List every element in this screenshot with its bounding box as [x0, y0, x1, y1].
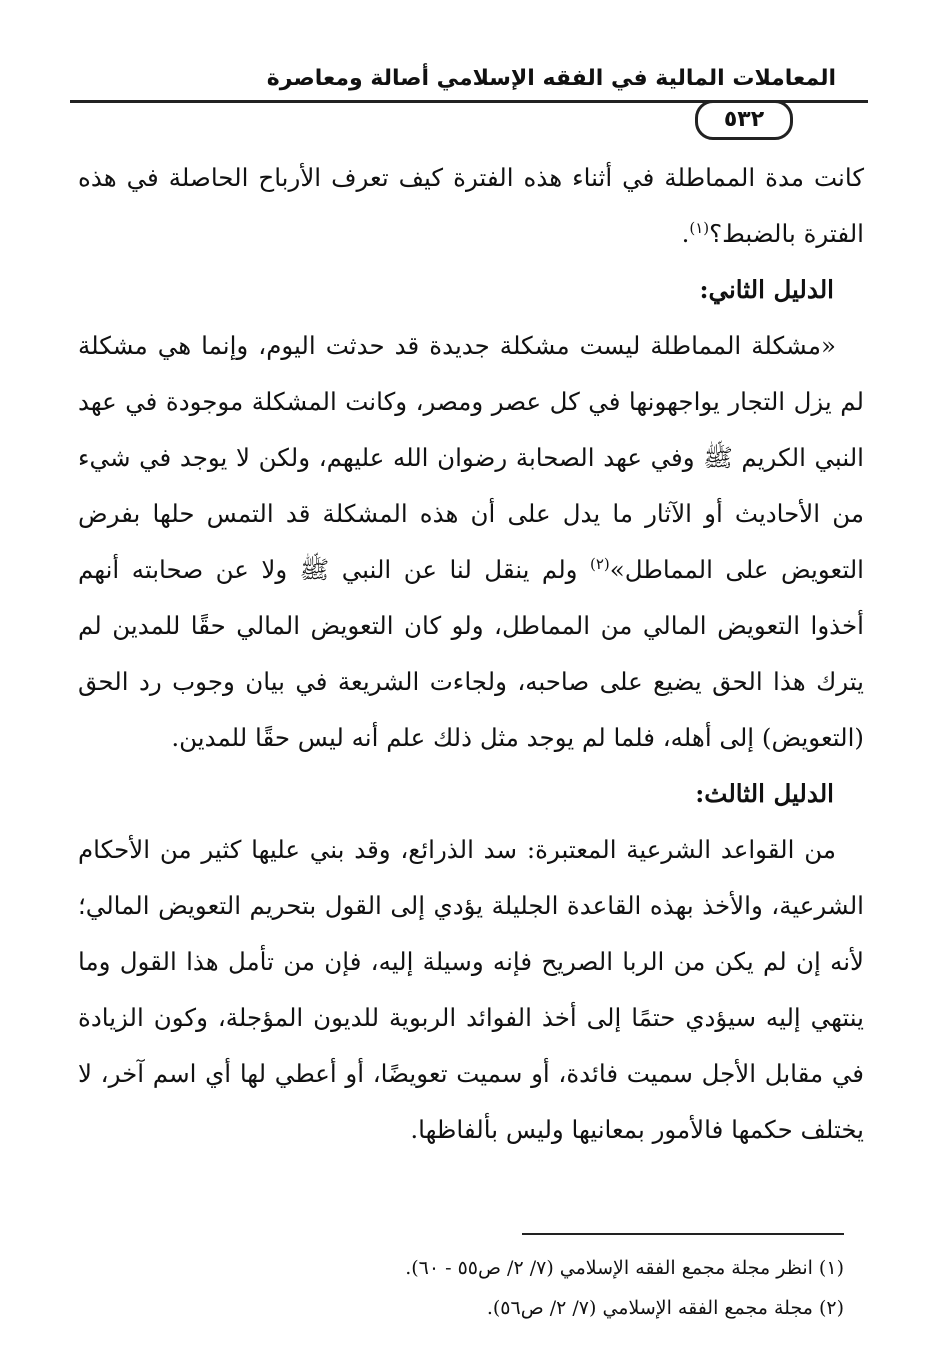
section-heading-second-evidence: الدليل الثاني:: [699, 275, 834, 304]
footnotes: [150, 1248, 844, 1328]
paragraph-1-text: كانت مدة المماطلة في أثناء هذه الفترة كيف تعرف الأرباح الحاصلة في هذه الفترة بالضبط؟: [78, 163, 864, 248]
section-heading-third-evidence: الدليل الثالث:: [695, 779, 834, 808]
main-text: [78, 150, 864, 1158]
footnote-2: (٢) مجلة مجمع الفقه الإسلامي (٧/ ٢/ ص٥٦).: [486, 1297, 844, 1319]
footnote-1: (١) انظر مجلة مجمع الفقه الإسلامي (٧/ ٢/ ص٥٥ - ٦٠).: [405, 1257, 844, 1279]
footnote-ref-1: (١): [689, 218, 710, 237]
paragraph-2-quote: «مشكلة المماطلة ليست مشكلة جديدة قد حدثت اليوم، وإنما هي مشكلة لم يزل التجار يواجهونها في كل عصر ومصر، وكانت المشكلة موجودة في عهد النبي الكريم ﷺ وفي عهد الصحابة رضوان الله عليهم، ولكن لا يوجد في شيء من الأحاديث أو الآثار ما يدل على أن هذه المشكلة قد التمس حلها بفرض التعويض على المماطل»: [78, 331, 864, 584]
paragraph-2: [78, 318, 864, 766]
page-number-badge: ٥٣٢: [695, 100, 793, 140]
paragraph-3: من القواعد الشرعية المعتبرة: سد الذرائع، وقد بني عليها كثير من الأحكام الشرعية، والأخذ بهذه القاعدة الجليلة يؤدي إلى القول بتحريم التعويض المالي؛ لأنه إن لم يكن من الربا الصريح فإنه وسيلة إليه، فإن من تأمل هذا القول وما ينتهي إليه سيؤدي حتمًا إلى أخذ الفوائد الربوية للديون المؤجلة، وكون الزيادة في مقابل الأجل سميت فائدة، أو سميت تعويضًا، أو أعطي لها أي اسم آخر، لا يختلف حكمها فالأمور بمعانيها وليس بألفاظها.: [78, 835, 864, 1144]
paragraph-2-continuation: ولم ينقل لنا عن النبي ﷺ ولا عن صحابته أنهم أخذوا التعويض المالي من المماطل، ولو كان التعويض المالي حقًا للمدين لم يترك هذا الحق يضيع على صاحبه، ولجاءت الشريعة في بيان وجوب رد الحق (التعويض) إلى أهله، فلما لم يوجد مثل ذلك علم أنه ليس حقًا للمدين.: [78, 555, 864, 752]
paragraph-1: [78, 150, 864, 262]
running-header-title: المعاملات المالية في الفقه الإسلامي أصالة ومعاصرة: [266, 66, 836, 91]
footnote-separator: [522, 1233, 844, 1235]
footnote-ref-2: (٢): [590, 554, 610, 573]
paragraph-1-end: .: [681, 219, 690, 248]
